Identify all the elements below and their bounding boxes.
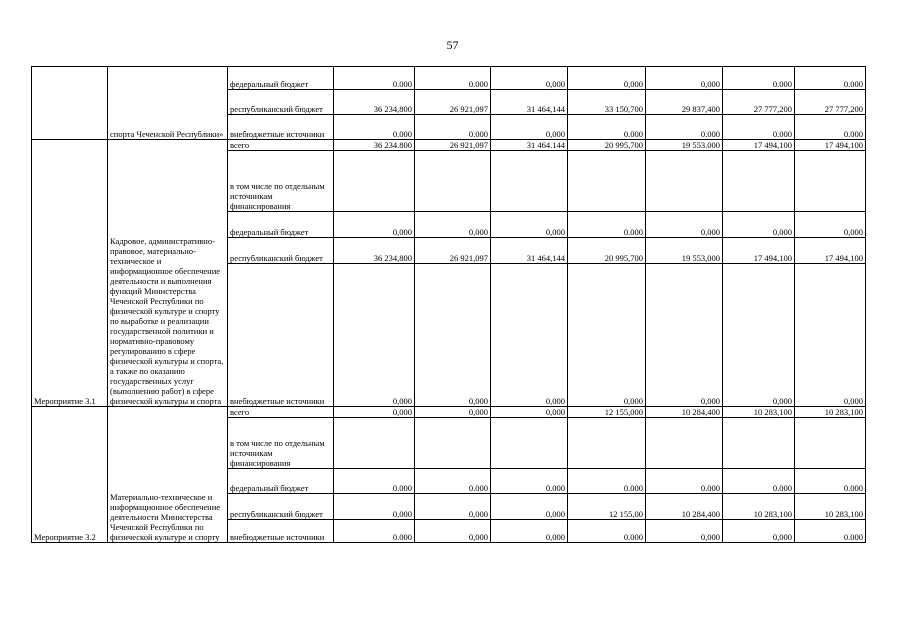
source-cell: всего xyxy=(228,407,334,418)
value-cell: 10 284,400 xyxy=(646,494,723,520)
table-row xyxy=(32,67,866,90)
value-cell: 0.000 xyxy=(646,469,723,494)
source-cell: всего xyxy=(228,140,334,151)
source-cell: в том числе по отдельным источникам финансирования xyxy=(228,418,334,469)
event-description: спорта Чеченской Республики» xyxy=(108,67,228,140)
value-cell: 0,000 xyxy=(491,264,568,407)
value-cell: 10 283,100 xyxy=(795,407,866,418)
value-cell: 0,000 xyxy=(334,407,415,418)
value-cell: 0,000 xyxy=(723,520,795,543)
value-cell: 0,000 xyxy=(491,212,568,238)
value-cell: 0,000 xyxy=(491,115,568,140)
source-cell: внебюджетные источники xyxy=(228,520,334,543)
value-cell xyxy=(334,418,415,469)
value-cell: 0,000 xyxy=(646,264,723,407)
value-cell: 0.000 xyxy=(568,469,646,494)
value-cell: 0.000 xyxy=(795,67,866,90)
page-number: 57 xyxy=(446,38,459,52)
value-cell: 0,000 xyxy=(568,264,646,407)
value-cell: 0.000 xyxy=(415,115,491,140)
value-cell: 12 155,000 xyxy=(568,407,646,418)
value-cell: 0.000 xyxy=(568,212,646,238)
value-cell xyxy=(415,151,491,212)
value-cell: 0,000 xyxy=(415,407,491,418)
value-cell: 0.000 xyxy=(334,115,415,140)
value-cell: 0.000 xyxy=(415,469,491,494)
value-cell: 17 494,100 xyxy=(723,238,795,264)
value-cell: 0,000 xyxy=(646,212,723,238)
source-cell: внебюджетные источники xyxy=(228,264,334,407)
value-cell: 0,000 xyxy=(334,494,415,520)
value-cell xyxy=(723,418,795,469)
value-cell: 0.000 xyxy=(491,469,568,494)
value-cell: 0.000 xyxy=(723,469,795,494)
value-cell: 0,000 xyxy=(723,264,795,407)
event-cell: Мероприятие 3.1 xyxy=(32,140,108,407)
value-cell: 0.000 xyxy=(415,67,491,90)
value-cell: 33 150,700 xyxy=(568,90,646,115)
value-cell: 19 553.000 xyxy=(646,140,723,151)
event-description: Материально-техническое и информационное обеспечение деятельности Министерства Чеченской Республики по физической культуре и спорту xyxy=(108,407,228,543)
event-description: Кадровое, административно-правовое, материально-техническое и информационное обеспечение деятельности и выполнения функций Министерства Чеченской Республики по физической культуре и спорту по выработке и реализации государственной политики и нормативно-правовому регулированию в сфере физической культуры и спорта, а также по оказанию государственных услуг (выполнению работ) в сфере физической культуры и спорта xyxy=(108,140,228,407)
value-cell: 0.000 xyxy=(795,469,866,494)
value-cell: 26 921,097 xyxy=(415,90,491,115)
value-cell: 17 494,100 xyxy=(795,238,866,264)
value-cell: 0.000 xyxy=(795,115,866,140)
value-cell: 0,000 xyxy=(568,67,646,90)
source-cell: федеральный бюджет xyxy=(228,212,334,238)
value-cell xyxy=(415,418,491,469)
source-cell: республиканский бюджет xyxy=(228,90,334,115)
value-cell: 0,000 xyxy=(646,520,723,543)
value-cell xyxy=(491,151,568,212)
value-cell: 0.000 xyxy=(568,520,646,543)
value-cell: 36 234.800 xyxy=(334,140,415,151)
value-cell: 0,000 xyxy=(415,520,491,543)
value-cell: 0,000 xyxy=(491,407,568,418)
value-cell: 0.000 xyxy=(795,520,866,543)
value-cell: 0,000 xyxy=(491,494,568,520)
value-cell xyxy=(491,418,568,469)
value-cell: 0,000 xyxy=(491,520,568,543)
value-cell xyxy=(646,151,723,212)
value-cell: 0,000 xyxy=(723,212,795,238)
value-cell: 26 921,097 xyxy=(415,140,491,151)
value-cell: 0.000 xyxy=(723,67,795,90)
table-body xyxy=(32,67,866,543)
value-cell: 36 234,800 xyxy=(334,238,415,264)
value-cell xyxy=(795,151,866,212)
value-cell: 0.000 xyxy=(646,115,723,140)
value-cell: 20 995,700 xyxy=(568,140,646,151)
value-cell: 31 464,144 xyxy=(491,90,568,115)
value-cell: 17 494,100 xyxy=(723,140,795,151)
value-cell: 0.000 xyxy=(568,115,646,140)
financing-table xyxy=(31,66,866,543)
value-cell: 10 283,100 xyxy=(723,494,795,520)
source-cell: республиканский бюджет xyxy=(228,494,334,520)
value-cell: 0.000 xyxy=(334,520,415,543)
value-cell: 0.000 xyxy=(334,469,415,494)
value-cell: 27 777,200 xyxy=(723,90,795,115)
value-cell: 36 234,800 xyxy=(334,90,415,115)
table-row xyxy=(32,407,866,418)
value-cell: 20 995,700 xyxy=(568,238,646,264)
value-cell: 0,000 xyxy=(415,494,491,520)
value-cell: 12 155,00 xyxy=(568,494,646,520)
value-cell: 0,000 xyxy=(795,212,866,238)
value-cell: 0,000 xyxy=(415,212,491,238)
value-cell: 10 283,100 xyxy=(723,407,795,418)
source-cell: в том числе по отдельным источникам финансирования xyxy=(228,151,334,212)
value-cell: 19 553,000 xyxy=(646,238,723,264)
value-cell: 29 837,400 xyxy=(646,90,723,115)
source-cell: федеральный бюджет xyxy=(228,469,334,494)
value-cell: 10 284,400 xyxy=(646,407,723,418)
value-cell: 17 494,100 xyxy=(795,140,866,151)
value-cell: 27 777,200 xyxy=(795,90,866,115)
source-cell: федеральный бюджет xyxy=(228,67,334,90)
value-cell: 0,000 xyxy=(334,264,415,407)
value-cell xyxy=(723,151,795,212)
value-cell: 31 464,144 xyxy=(491,238,568,264)
value-cell: 0,000 xyxy=(795,264,866,407)
event-cell: Мероприятие 3.2 xyxy=(32,407,108,543)
value-cell: 31 464.144 xyxy=(491,140,568,151)
value-cell: 0.000 xyxy=(334,67,415,90)
value-cell: 0,000 xyxy=(334,212,415,238)
value-cell: 10 283,100 xyxy=(795,494,866,520)
source-cell: внебюджетные источники xyxy=(228,115,334,140)
value-cell xyxy=(568,151,646,212)
value-cell: 26 921,097 xyxy=(415,238,491,264)
source-cell: республиканский бюджет xyxy=(228,238,334,264)
value-cell: 0,000 xyxy=(646,67,723,90)
value-cell: 0,000 xyxy=(415,264,491,407)
value-cell xyxy=(795,418,866,469)
value-cell: 0,000 xyxy=(491,67,568,90)
event-cell xyxy=(32,67,108,140)
value-cell xyxy=(334,151,415,212)
value-cell xyxy=(646,418,723,469)
value-cell: 0.000 xyxy=(723,115,795,140)
value-cell xyxy=(568,418,646,469)
table-row xyxy=(32,140,866,151)
